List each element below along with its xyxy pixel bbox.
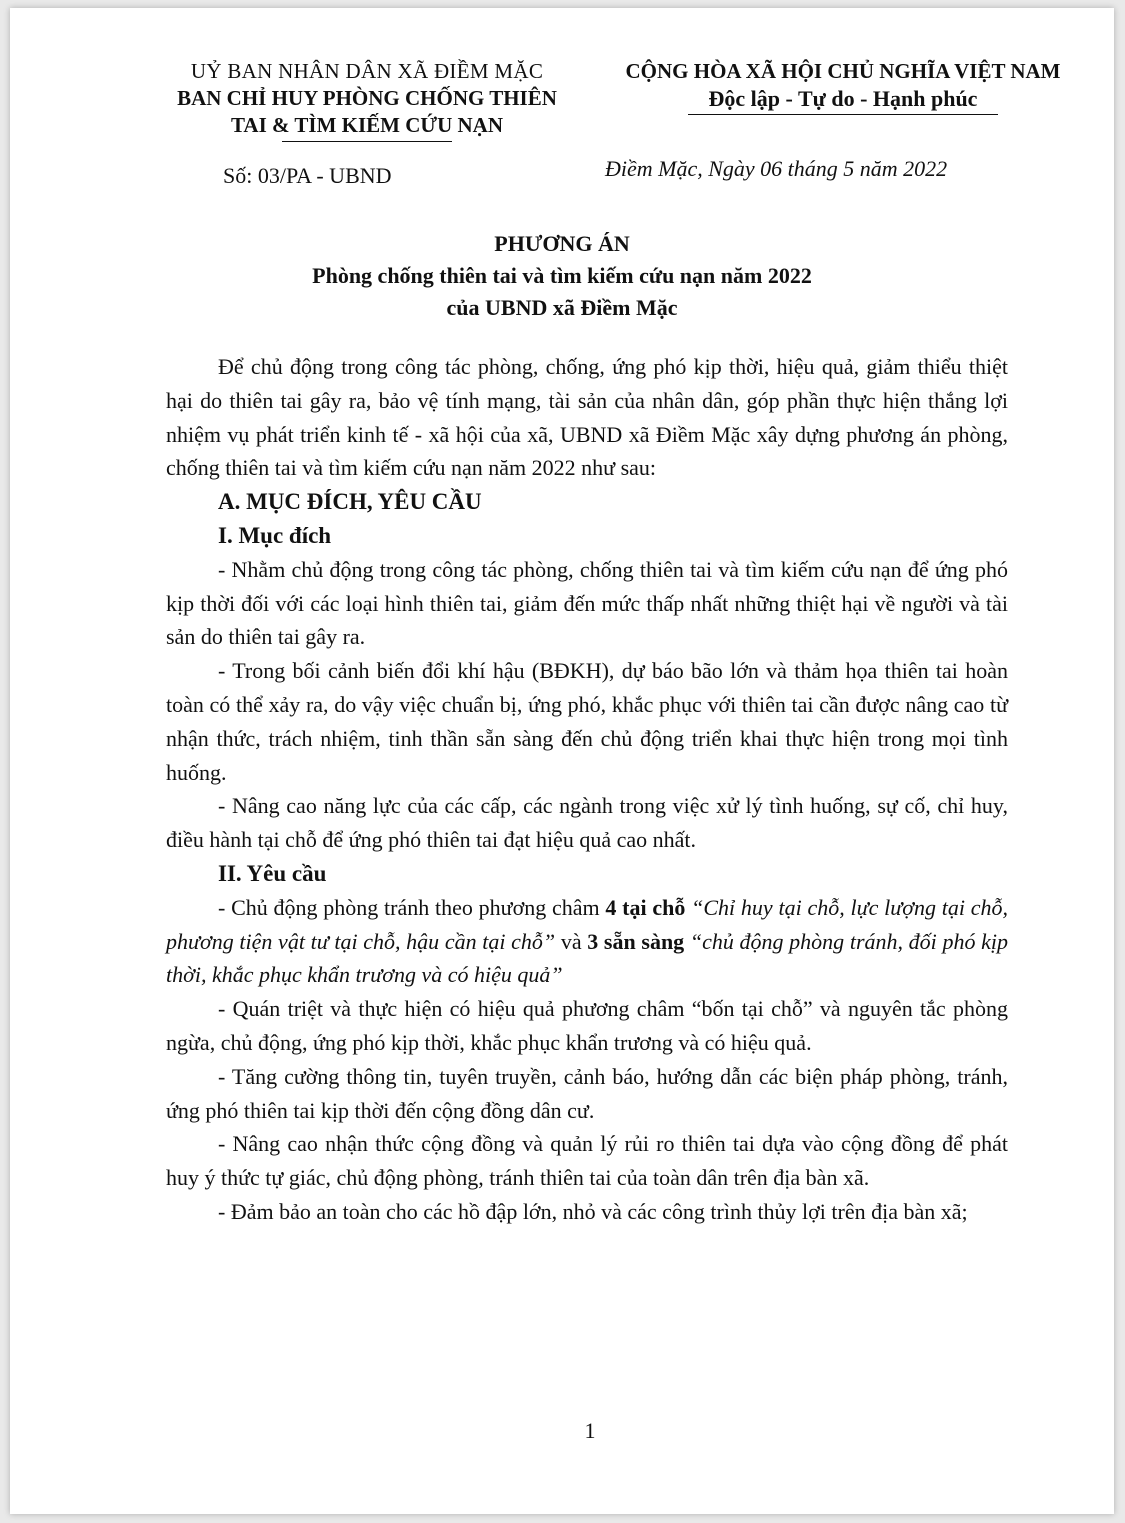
document-page xyxy=(10,8,1114,1514)
title-line-2: Phòng chống thiên tai và tìm kiếm cứu nạn năm 2022 xyxy=(312,263,812,288)
issuing-authority xyxy=(142,58,592,142)
requirement-paragraph: - Quán triệt và thực hiện có hiệu quả phương châm “bốn tại chỗ” và nguyên tắc phòng ngừa, chủ động, ứng phó kịp thời, khắc phục khẩn trương và có hiệu quả. xyxy=(166,996,1008,1055)
req-bold: 3 sẵn sàng xyxy=(587,928,685,954)
requirement-paragraph: - Nâng cao nhận thức cộng đồng và quản lý rủi ro thiên tai dựa vào cộng đồng để phát huy ý thức tự giác, chủ động phòng, tránh thiên tai của toàn dân trên địa bàn xã. xyxy=(166,1131,1008,1191)
requirement-paragraph: - Tăng cường thông tin, tuyên truyền, cảnh báo, hướng dẫn các biện pháp phòng, tránh, ứng phó thiên tai kịp thời đến cộng đồng dân cư. xyxy=(166,1063,1008,1123)
req-text: và xyxy=(555,928,588,954)
requirement-paragraph xyxy=(166,891,1008,992)
motto-underline xyxy=(688,114,998,115)
section-requirements-heading: II. Yêu cầu xyxy=(218,860,327,886)
document-date: Điềm Mặc, Ngày 06 tháng 5 năm 2022 xyxy=(605,156,948,181)
purpose-paragraph: - Nâng cao năng lực của các cấp, các ngành trong việc xử lý tình huống, sự cố, chỉ huy, điều hành tại chỗ để ứng phó thiên tai đạt hiệu quả cao nhất. xyxy=(166,793,1008,853)
section-a-heading: A. MỤC ĐÍCH, YÊU CẦU xyxy=(218,489,482,515)
motto-line: Độc lập - Tự do - Hạnh phúc xyxy=(708,86,978,111)
document-title xyxy=(10,228,1114,324)
req-bold: 4 tại chỗ xyxy=(605,894,686,920)
page-number: 1 xyxy=(584,1418,596,1443)
purpose-paragraph: - Trong bối cảnh biến đổi khí hậu (BĐKH), dự báo bão lớn và thảm họa thiên tai hoàn toàn có thể xảy ra, do vậy việc chuẩn bị, ứng phó, khắc phục với thiên tai cần được nâng cao từ nhận thức, trách nhiệm, tinh thần sẵn sàng đến chủ động triển khai thực hiện trong mọi tình huống. xyxy=(166,658,1008,785)
req-italic: “Chỉ huy tại chỗ, lực lượng tại chỗ, phương tiện vật tư tại chỗ, hậu cần tại chỗ” xyxy=(166,894,1008,954)
authority-line-3: TAI & TÌM KIẾM CỨU NẠN xyxy=(230,113,504,137)
requirement-paragraph: - Đảm bảo an toàn cho các hồ đập lớn, nhỏ và các công trình thủy lợi trên địa bàn xã; xyxy=(218,1198,968,1224)
section-purpose-heading: I. Mục đích xyxy=(218,522,332,548)
authority-line-1: UỶ BAN NHÂN DÂN XÃ ĐIỀM MẶC xyxy=(190,59,544,83)
title-line-1: PHƯƠNG ÁN xyxy=(494,231,630,256)
document-number: Số: 03/PA - UBND xyxy=(223,163,392,188)
req-text: - Chủ động phòng tránh theo phương châm xyxy=(218,894,606,920)
title-line-3: của UBND xã Điềm Mặc xyxy=(446,295,678,320)
req-italic: “chủ động phòng tránh, đối phó kịp thời, khắc phục khẩn trương và có hiệu quả” xyxy=(166,928,1008,988)
document-body xyxy=(166,350,1008,1229)
national-motto xyxy=(598,58,1088,115)
purpose-paragraph: - Nhằm chủ động trong công tác phòng, chống thiên tai và tìm kiếm cứu nạn để ứng phó kịp thời đối với các loại hình thiên tai, giảm đến mức thấp nhất những thiệt hại về người và tài sản do thiên tai gây ra. xyxy=(166,556,1008,650)
authority-underline xyxy=(282,141,452,142)
country-name: CỘNG HÒA XÃ HỘI CHỦ NGHĨA VIỆT NAM xyxy=(625,59,1061,83)
intro-paragraph: Để chủ động trong công tác phòng, chống, ứng phó kịp thời, hiệu quả, giảm thiểu thiệt hại do thiên tai gây ra, bảo vệ tính mạng, tài sản của nhân dân, góp phần thực hiện thắng lợi nhiệm vụ phát triển kinh tế - xã hội của xã, UBND xã Điềm Mặc xây dựng phương án phòng, chống thiên tai và tìm kiếm cứu nạn năm 2022 như sau: xyxy=(166,354,1008,481)
authority-line-2: BAN CHỈ HUY PHÒNG CHỐNG THIÊN xyxy=(177,86,557,110)
